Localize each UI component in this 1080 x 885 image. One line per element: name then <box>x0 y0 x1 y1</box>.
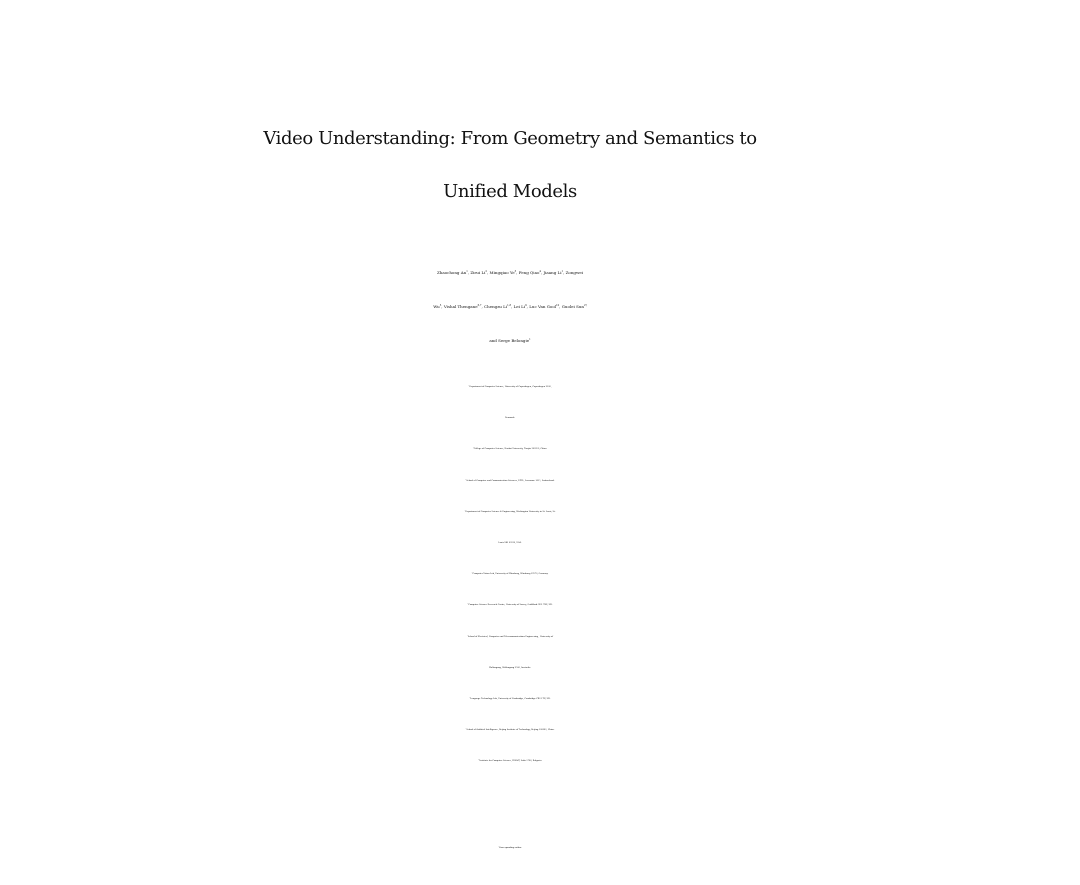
author-affil-mark: 1,8 <box>507 304 512 308</box>
affiliation-7-continued: Wollongong, Wollongong 2500, Australia. <box>489 666 531 669</box>
author-name: , Chengzu Li <box>481 304 508 309</box>
footnote-text: Corresponding author. <box>498 847 522 849</box>
author-affil-mark: 10 <box>556 304 560 308</box>
affiliation-4 <box>0 497 1020 528</box>
author-affil-mark: 2 <box>485 270 487 274</box>
affiliation-number: 6 <box>467 604 469 606</box>
affiliation-text: Language Technology Lab, University of Cambridge, Cambridge CB2 1TN, UK. <box>470 698 551 701</box>
author-name: , Lei Li <box>511 304 526 309</box>
affiliation-text: Computer Science Research Centre, University of Surrey, Guildford GU2 7XH, UK. <box>468 604 553 607</box>
author-affil-mark: 1 <box>561 270 564 274</box>
author-name: , Jiaang Li <box>540 270 562 275</box>
author-affil-mark: 1 <box>466 270 468 274</box>
affiliation-text: School of Artificial Intelligence, Beijing Institute of Technology, Beijing 100081, China. <box>466 729 555 732</box>
author-name: , Mingqiao Ye <box>486 270 515 275</box>
author-line-2 <box>0 290 1020 324</box>
affiliation-number: 2 <box>472 448 474 450</box>
affiliation-number: 7 <box>467 635 468 637</box>
affiliation-4-continued: Louis MO 63130, USA. <box>498 542 522 545</box>
title-line-2: Unified Models <box>443 181 577 202</box>
affiliation-number: 5 <box>471 573 473 575</box>
author-affil-mark: 1 <box>529 338 531 342</box>
affiliation-9 <box>0 715 1020 746</box>
affiliation-text: Institute for Computer Science, INSAIT, Sofia 1784, Bulgaria. <box>479 760 543 763</box>
affiliation-10 <box>0 746 1020 777</box>
author-name: Zhaochong An <box>436 270 467 275</box>
author-line-1 <box>0 256 1020 290</box>
author-name: and Serge Belongie <box>489 338 530 343</box>
author-name: Wu <box>433 304 440 309</box>
author-name: , Luc Van Gool <box>526 304 557 309</box>
affiliation-number: 10 <box>477 760 480 762</box>
affiliation-list <box>0 372 1020 778</box>
affiliation-number: 1 <box>468 386 470 388</box>
author-name: , Guolei Sun <box>559 304 584 309</box>
affiliation-text: Department of Computer Science & Engineering, Washington University in St. Louis, St. <box>465 510 556 513</box>
corresponding-author-footnote <box>0 833 1020 864</box>
author-affil-mark: 9 <box>525 304 527 308</box>
affiliation-2 <box>0 434 1020 465</box>
affiliation-5 <box>0 559 1020 590</box>
author-name: , Zirui Li <box>467 270 486 275</box>
affiliation-text: College of Computer Science, Nankai University, Tianjin 300350, China. <box>473 448 548 451</box>
author-name: , Zongwei <box>563 270 584 275</box>
author-list <box>0 256 1020 358</box>
affiliation-number: 9 <box>465 729 467 731</box>
affiliation-1 <box>0 372 1020 403</box>
title-line-1: Video Understanding: From Geometry and Semantics to <box>263 128 757 149</box>
author-line-3 <box>0 324 1020 358</box>
author-affil-mark: 4 <box>539 270 541 274</box>
affiliation-1-continued: Denmark. <box>505 417 515 420</box>
affiliation-number: 8 <box>469 698 471 700</box>
affiliation-6 <box>0 590 1020 621</box>
author-affil-mark: 3 <box>514 270 517 274</box>
author-affil-mark: 2† <box>583 304 587 308</box>
affiliation-text: School of Computer and Communication Sciences, EPFL, Lausanne 1015, Switzerland. <box>466 479 555 482</box>
author-affil-mark: 6,7 <box>477 304 482 308</box>
author-name: , Vishal Thengane <box>441 304 478 309</box>
affiliation-number: 4 <box>464 510 466 512</box>
affiliation-8 <box>0 684 1020 715</box>
author-affil-mark: 5 <box>439 304 442 308</box>
affiliation-text: Department of Computer Science, University of Copenhagen, Copenhagen 2100, <box>469 386 552 388</box>
affiliation-number: 3 <box>465 479 467 481</box>
affiliation-text: Computer Vision Lab, University of Würzburg, Würzburg 97070, Germany. <box>472 573 549 576</box>
author-name: , Feng Qiao <box>516 270 540 275</box>
affiliation-7 <box>0 622 1020 653</box>
affiliation-3 <box>0 466 1020 497</box>
affiliation-text: School of Electrical, Computer and Telecommunications Engineering , University of <box>467 635 553 638</box>
dagger-mark: † <box>498 847 499 849</box>
paper-title <box>0 112 1020 218</box>
